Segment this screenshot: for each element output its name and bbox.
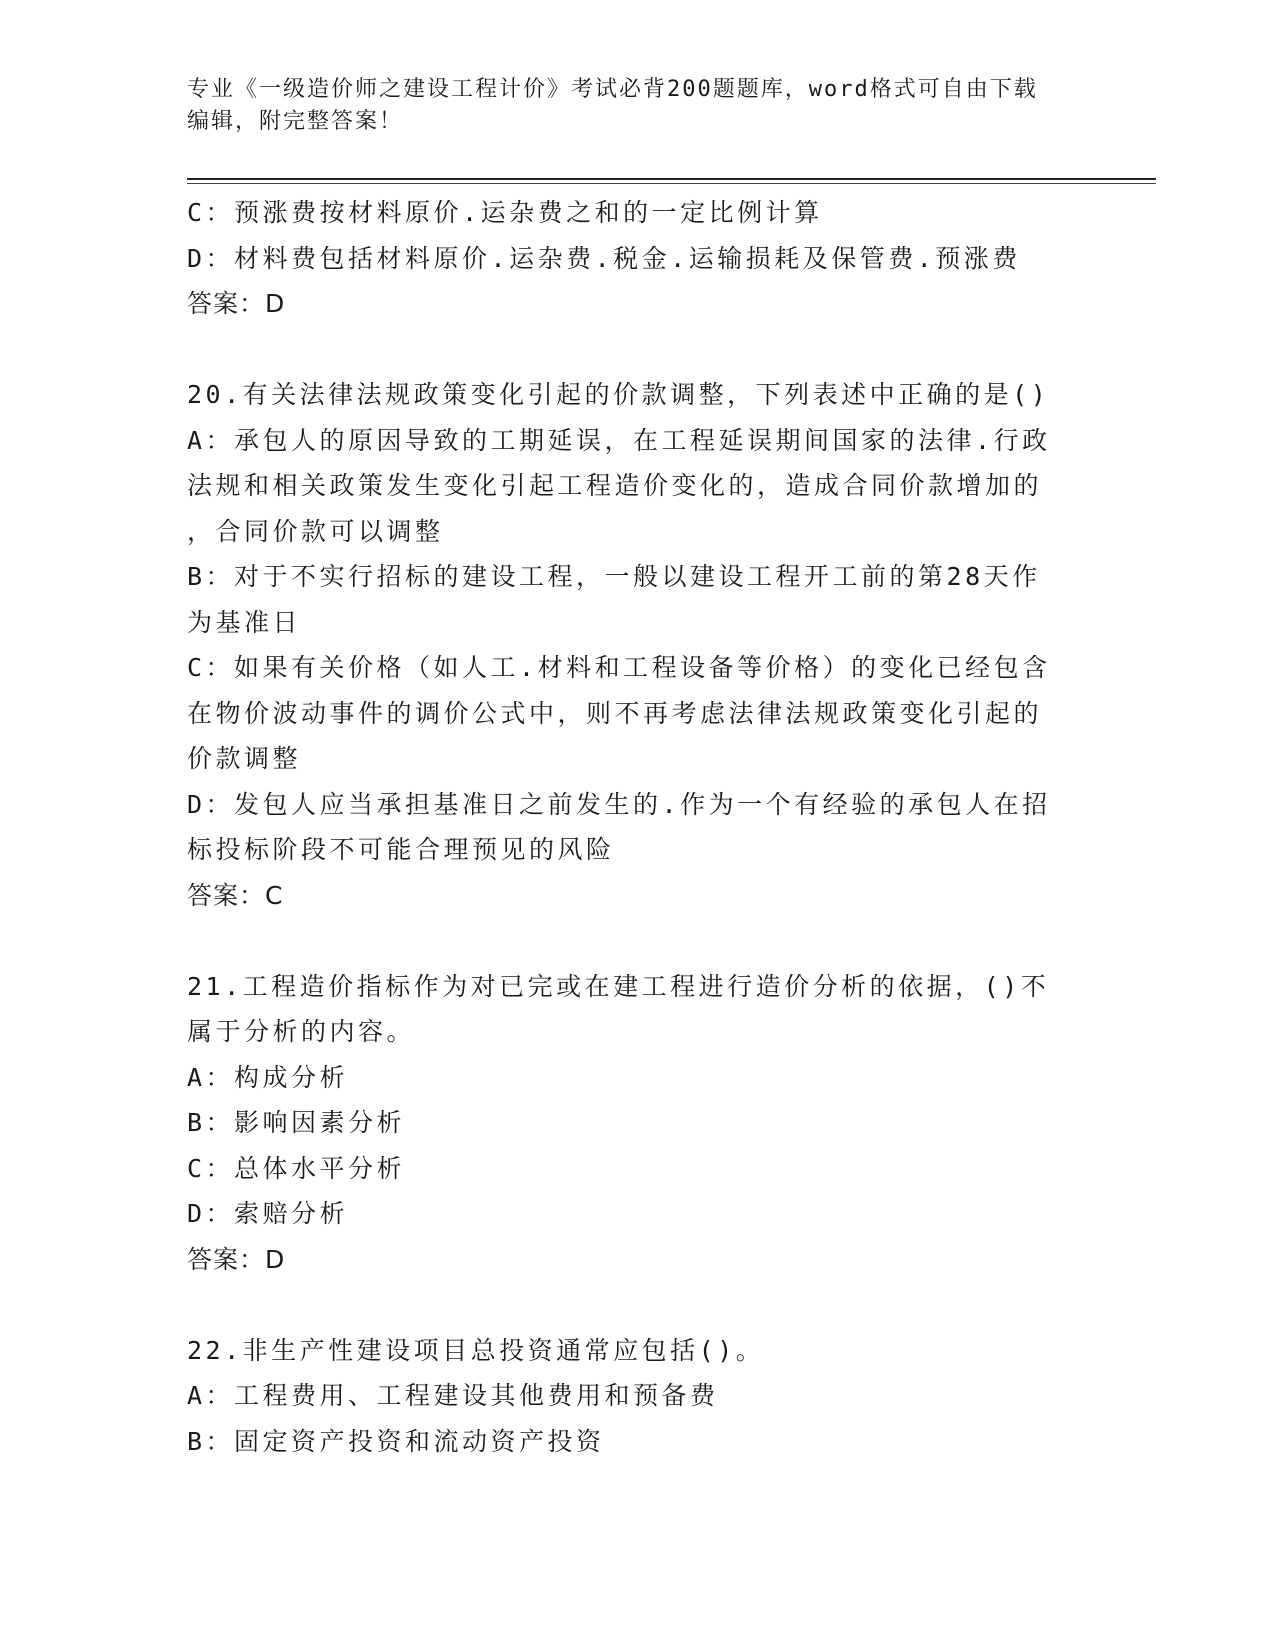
option-c: C：预涨费按材料原价.运杂费之和的一定比例计算 [187,198,823,227]
option-a-line-1: A：承包人的原因导致的工期延误，在工程延误期间国家的法律.行政 [187,425,1051,455]
header-divider-thick [187,178,1156,180]
header-title-line-2: 编辑，附完整答案！ [187,109,404,134]
option-a-line-2: 法规和相关政策发生变化引起工程造价变化的，造成合同价款增加的 [187,471,1043,500]
question-stem-line-2: 属于分析的内容。 [187,1017,416,1046]
option-b: B：影响因素分析 [187,1108,406,1137]
answer-line: 答案：D [187,289,286,318]
question-stem: 22.非生产性建设项目总投资通常应包括()。 [187,1335,765,1365]
option-a: A：构成分析 [187,1062,349,1092]
option-c-line-2: 在物价波动事件的调价公式中，则不再考虑法律法规政策变化引起的 [187,698,1043,728]
question-stem: 20.有关法律法规政策变化引起的价款调整，下列表述中正确的是() [187,380,1050,409]
spacer [187,327,1067,373]
option-c-line-1: C：如果有关价格（如人工.材料和工程设备等价格）的变化已经包含 [187,653,1051,682]
option-d-line-2: 标投标阶段不可能合理预见的风险 [187,835,615,864]
document-header [187,74,1087,138]
option-b-line-1: B：对于不实行招标的建设工程，一般以建设工程开工前的第28天作 [187,562,1041,591]
option-c-line-3: 价款调整 [187,744,302,773]
option-b: B：固定资产投资和流动资产投资 [187,1426,605,1456]
spacer [187,918,1067,964]
question-content [187,190,1067,1464]
option-a: A：工程费用、工程建设其他费用和预备费 [187,1381,719,1410]
question-19-tail [187,190,1067,327]
option-a-line-3: ，合同价款可以调整 [187,516,444,546]
header-divider-thin [187,183,1156,184]
answer-line: 答案：D [187,1244,286,1274]
spacer [187,1282,1067,1328]
option-d-line-1: D：发包人应当承担基准日之前发生的.作为一个有经验的承包人在招 [187,789,1051,819]
option-d: D：材料费包括材料原价.运杂费.税金.运输损耗及保管费.预涨费 [187,243,1021,273]
question-21 [187,964,1067,1283]
answer-line: 答案：C [187,880,284,910]
option-b-line-2: 为基准日 [187,607,302,637]
question-20 [187,372,1067,918]
question-stem-line-1: 21.工程造价指标作为对已完或在建工程进行造价分析的依据，()不 [187,971,1050,1001]
option-c: C：总体水平分析 [187,1153,406,1183]
header-title-line-1: 专业《一级造价师之建设工程计价》考试必背200题题库，word格式可自由下载 [187,77,1038,102]
question-22 [187,1328,1067,1465]
option-d: D：索赔分析 [187,1199,349,1228]
